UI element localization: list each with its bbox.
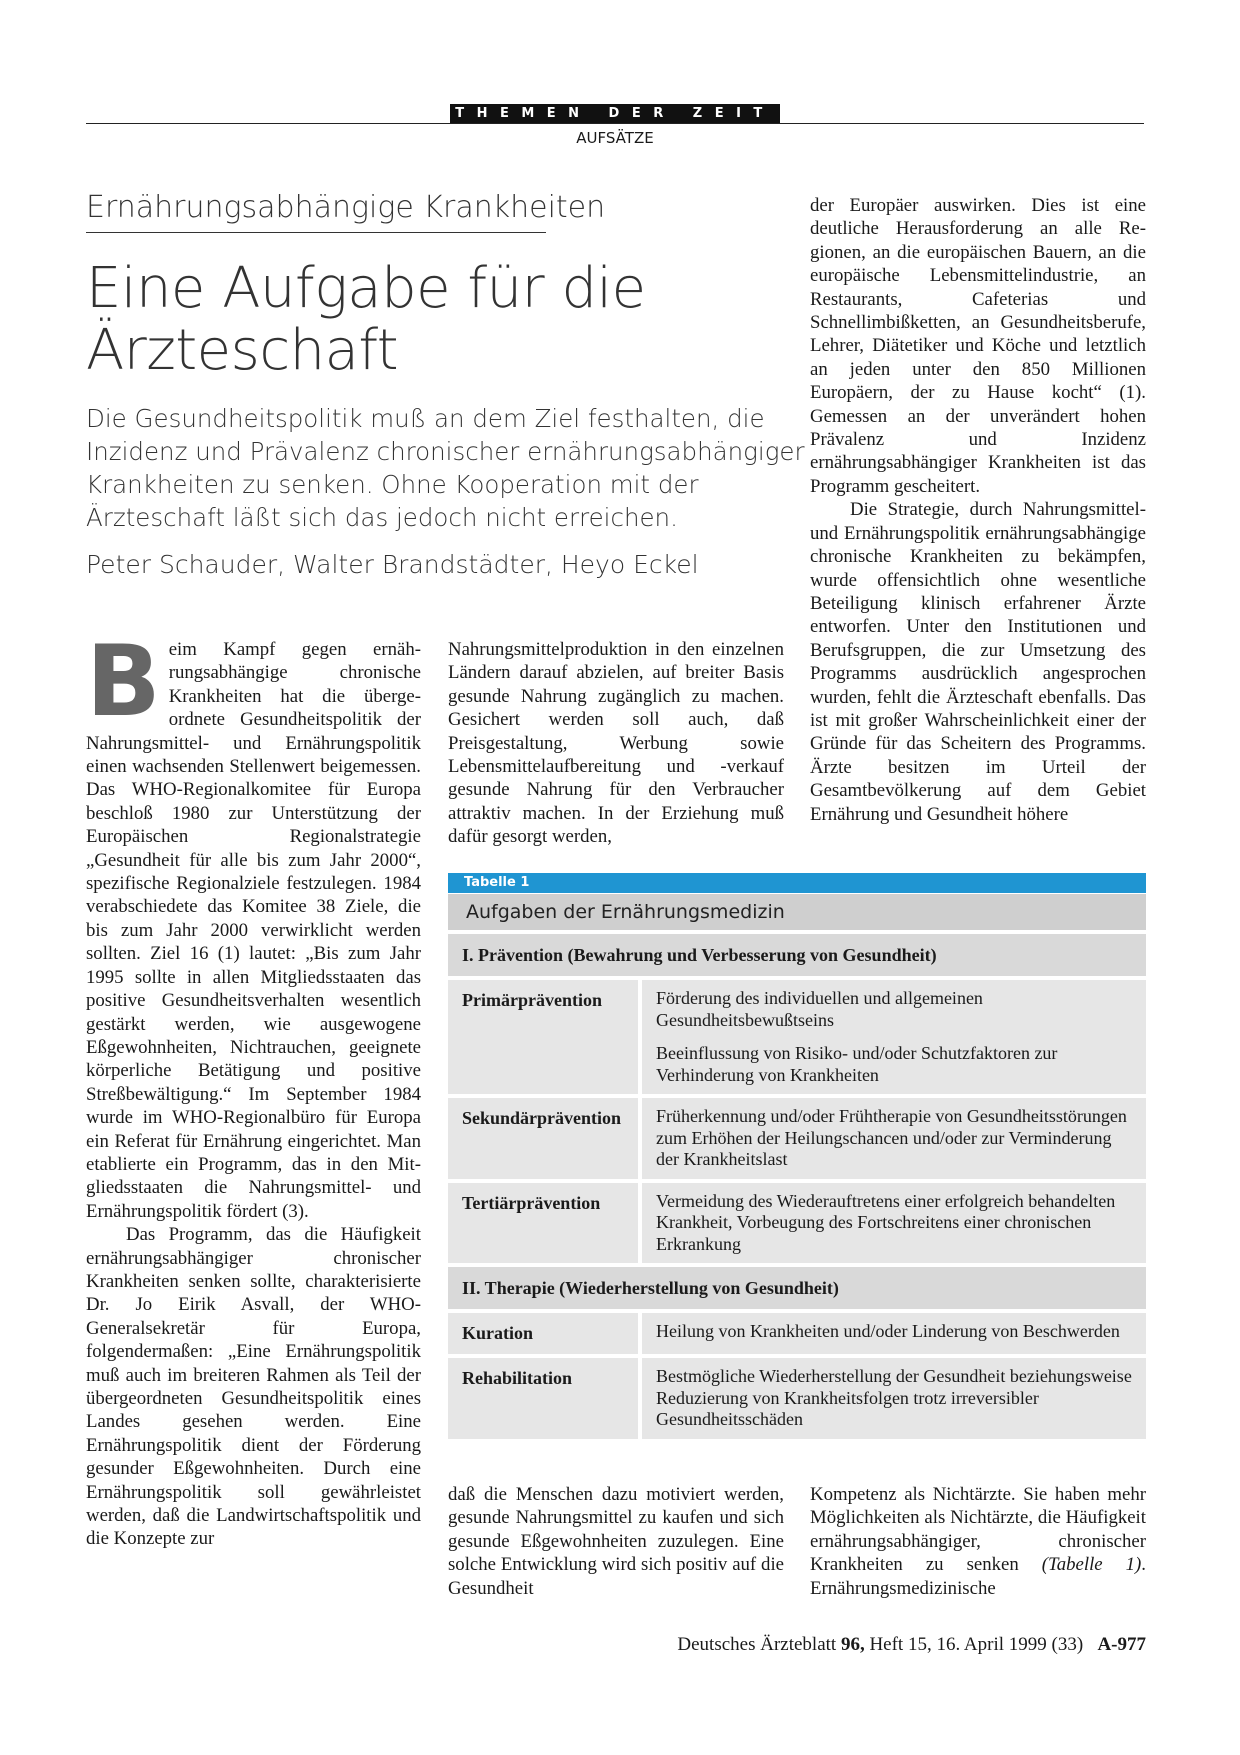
row-key: Tertiärprävention [448, 1183, 638, 1264]
row-value-text: Beeinflussung von Risiko- und/oder Schutzfaktoren zur Verhinderung von Krankheiten [656, 1043, 1058, 1085]
volume: 96, [840, 1634, 865, 1655]
body-column-1 [86, 625, 421, 1551]
paragraph: Die Strategie, durch Nahrungsmittel- und Ernährungspolitik ernährungsabhängige chronische Krankheiten zu bekämpfen, wurde offensichtlich ohne wesentliche Beteiligung klinisch erfahrener Ärzte entworfen. Unter den Institutionen und Berufsgruppen, die zur Umsetzung des Programms ausdrücklich angesprochen wurden, fehlt die Ärzteschaft ebenfalls. Das ist mit großer Wahrscheinlichkeit einer der Gründe für das Scheitern des Programms. Ärzte besitzen im Urteil der Gesamtbevölkerung auf dem Gebiet Ernährung und Gesundheit höhere [810, 499, 1146, 825]
table-1 [448, 873, 1146, 1439]
paragraph: daß die Menschen dazu motiviert werden, gesunde Nahrungsmittel zu kaufen und sich gesunde Eßgewohnheiten zuzulegen. Eine solche Entwicklung wird sich positiv auf die Gesundheit [448, 1484, 784, 1599]
table-label: Tabelle 1 [448, 873, 1146, 893]
paragraph [810, 1483, 1146, 1600]
page-number: A-977 [1097, 1634, 1146, 1655]
article-lead: Die Gesundheitspolitik muß an dem Ziel festhalten, die Inzidenz und Prävalenz chronischer ernährungsabhängiger Krankheiten zu senken. Ohne Kooperation mit der Ärzteschaft läßt sich das jedoch nicht erreichen. [86, 404, 805, 532]
row-value-text: Heilung von Krankheiten und/oder Linderung von Beschwerden [656, 1321, 1120, 1341]
body-column-3-continued [810, 1483, 1146, 1600]
row-value [642, 1183, 1146, 1264]
paragraph: der Europäer auswirken. Dies ist eine deutliche Herausforderung an alle Regionen, an die europäischen Bauern, an die europäische Lebensmittelindustrie, an Restaurants, Cafeterias und Schnellimbißketten, an Gesundheitsberufe, Lehrer, Diätetiker und Köche und letztlich an jeden unter den 850 Millionen Europäern, der zu Hause kocht“ (1). Gemessen an der unverändert hohen Prävalenz und Inzidenz ernährungsabhängiger Krankheiten ist das Programm gescheitert. [810, 195, 1146, 497]
table-row [448, 1358, 1146, 1439]
row-value-text: Bestmögliche Wiederherstellung der Gesundheit beziehungsweise Reduzierung von Krankheitsfolgen trotz irreversibler Gesundheitsschäden [656, 1366, 1132, 1429]
header-rule [86, 123, 1144, 124]
table-row [448, 1313, 1146, 1354]
table-title: Aufgaben der Ernährungsmedizin [448, 894, 1146, 930]
drop-cap: B [86, 625, 161, 739]
page-footer [677, 1634, 1146, 1656]
table-row [448, 1183, 1146, 1264]
row-value-text: Früherkennung und/oder Frühtherapie von Gesundheitsstörungen zum Erhöhen der Heilungschancen und/oder zur Verminderung der Krankheitslast [656, 1106, 1127, 1169]
paragraph: eim Kampf gegen ernährungsabhängige chronische Krankheiten hat die übergeordnete Gesundheitspolitik der Nahrungsmittel- und Ernährungspolitik einen wachsenden Stellenwert beigemessen. Das WHO-Regionalkomitee für Europa beschloß 1980 zur Unterstützung der Europäischen Regionalstrategie „Gesundheit für alle bis zum Jahr 2000“, spezifische Regionalziele festzulegen. 1984 verabschiedete das Komitee 38 Ziele, die bis zum Jahr 2000 verwirklicht werden sollten. Ziel 16 (1) lautet: „Bis zum Jahr 1995 sollte in allen Mitgliedsstaaten das positive Gesundheitsverhalten wesentlich gestärkt werden, wie ausgewogene Eßgewohnheiten, Nichtrauchen, geeignete körperliche Betätigung und positive Streßbewältigung.“ Im September 1984 wurde im WHO-Regionalbüro für Europa ein Referat für Ernährung eingerichtet. Man etablierte ein Programm, das in den Mitgliedsstaaten die Nahrungsmittel- und Ernährungspolitik fördert (3). [86, 639, 421, 1222]
article-title: Eine Aufgabe für die Ärzteschaft [86, 256, 646, 383]
row-key: Kuration [448, 1313, 638, 1354]
subsection-label: AUFSÄTZE [576, 129, 654, 147]
row-key: Sekundärprävention [448, 1098, 638, 1179]
text: Kompetenz als Nichtärzte. Sie haben mehr Möglichkeiten als Nichtärzte, die Häufigkeit ernährungsabhängiger, chronischer Krankheiten zu senken [810, 1484, 1146, 1576]
journal-name: Deutsches Ärzteblatt [677, 1634, 841, 1655]
paragraph: Das Programm, das die Häufigkeit ernährungsabhängiger chronischer Krankheiten senken sollte, charakterisierte Dr. Jo Eirik Asvall, der WHO-Generalsekretär für Europa, folgendermaßen: „Eine Ernährungspolitik muß auch im breiteren Rahmen als Teil der übergeordneten Gesundheitspolitik eines Landes gesehen werden. Eine Ernährungspolitik dient der Förderung gesunder Eßgewohnheiten. Durch eine Ernährungspolitik soll gewährleistet werden, daß die Landwirtschaftspolitik und die Konzepte zur [86, 1224, 421, 1550]
row-key: Primärprävention [448, 980, 638, 1094]
body-column-2-continued [448, 1483, 784, 1600]
article-kicker: Ernährungsabhängige Krankheiten [86, 190, 606, 225]
table-section-heading: I. Prävention (Bewahrung und Verbesserung von Gesundheit) [448, 934, 1146, 976]
row-key: Rehabilitation [448, 1358, 638, 1439]
body-column-3 [810, 194, 1146, 826]
table-section-heading: II. Therapie (Wiederherstellung von Gesundheit) [448, 1267, 1146, 1309]
row-value [642, 1358, 1146, 1439]
section-header: THEMEN DER ZEIT [450, 104, 780, 123]
table-row [448, 980, 1146, 1094]
article-authors: Peter Schauder, Walter Brandstädter, Heyo Eckel [86, 550, 699, 579]
row-value [642, 1313, 1146, 1354]
table-reference: (Tabelle 1) [1041, 1554, 1142, 1576]
body-column-2 [448, 638, 784, 849]
table-row [448, 1098, 1146, 1179]
kicker-rule [86, 232, 546, 233]
row-value-text: Förderung des individuellen und allgemeinen Gesundheitsbewußtseins [656, 988, 983, 1030]
row-value [642, 980, 1146, 1094]
row-value-text: Vermeidung des Wiederauftretens einer erfolgreich behandelten Krankheit, Vorbeugung des Fortschreitens einer chronischen Erkrankung [656, 1190, 1116, 1254]
text: . Ernährungsmedizinische [810, 1554, 1146, 1599]
paragraph: Nahrungsmittelproduktion in den einzelnen Ländern darauf abzielen, auf breiter Basis gesunde Nahrung zugänglich zu machen. Gesichert werden soll auch, daß Preisgestaltung, Werbung sowie Lebensmittelaufbereitung und -verkauf gesunde Nahrung für den Verbraucher attraktiv machen. In der Erziehung muß dafür gesorgt werden, [448, 639, 784, 848]
row-value [642, 1098, 1146, 1179]
issue: Heft 15, 16. April 1999 (33) [864, 1634, 1084, 1655]
